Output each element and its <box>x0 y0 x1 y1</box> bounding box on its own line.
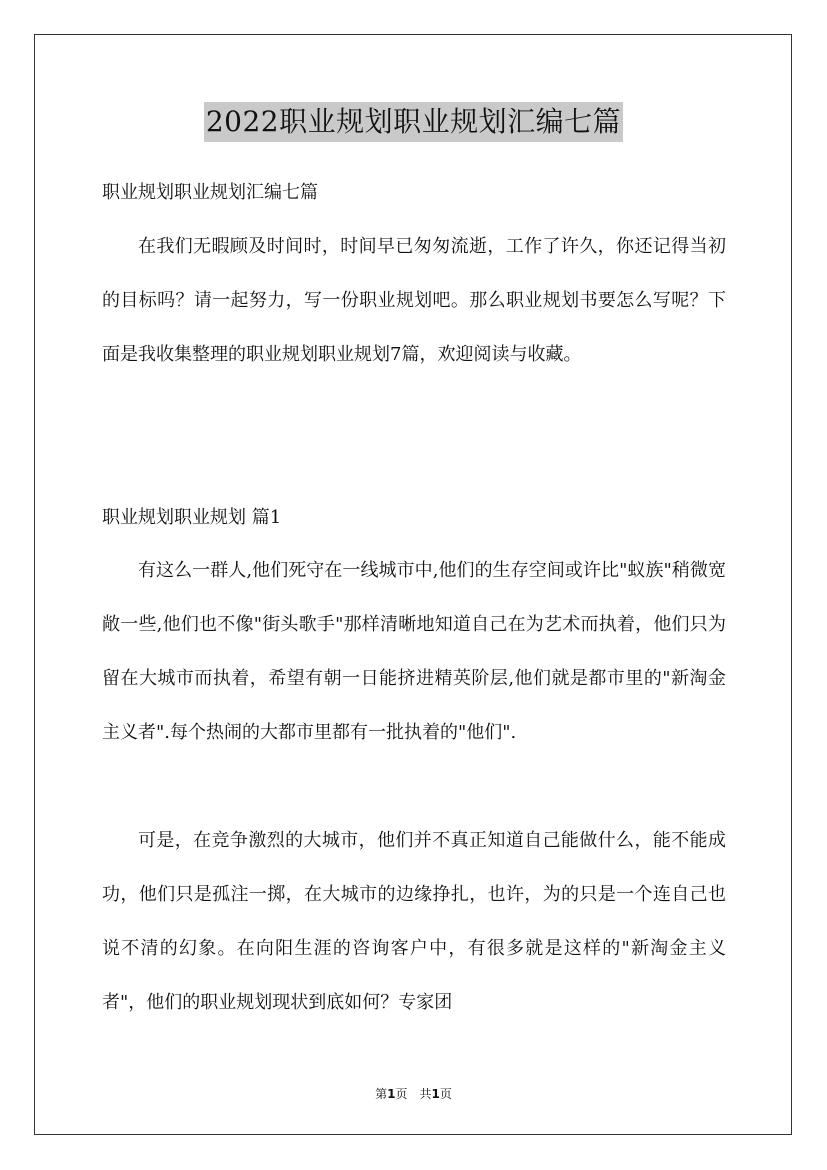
page-footer <box>0 1086 827 1102</box>
footer-page-prefix: 第 <box>375 1087 388 1101</box>
document-title-container <box>0 102 827 142</box>
document-title: 2022职业规划职业规划汇编七篇 <box>204 102 623 142</box>
footer-page-mid: 页 共 <box>395 1087 432 1101</box>
intro-paragraph: 在我们无暇顾及时间时，时间早已匆匆流逝，工作了许久，你还记得当初的目标吗？请一起努力，写一份职业规划吧。那么职业规划书要怎么写呢？下面是我收集整理的职业规划职业规划7篇，欢迎阅读与收藏。 <box>102 236 726 365</box>
footer-page-suffix: 页 <box>439 1087 452 1101</box>
body-paragraph-1: 有这么一群人,他们死守在一线城市中,他们的生存空间或许比"蚁族"稍微宽敞一些,他们也不像"街头歌手"那样清晰地知道自己在为艺术而执着，他们只为留在大城市而执着，希望有朝一日能挤进精英阶层,他们就是都市里的"新淘金主义者".每个热闹的大都市里都有一批执着的"他们". <box>102 560 726 743</box>
footer-page-total: 1 <box>431 1087 440 1101</box>
footer-page-current: 1 <box>387 1087 396 1101</box>
section-heading: 职业规划职业规划 篇1 <box>102 507 282 528</box>
body-paragraph-2: 可是，在竞争激烈的大城市，他们并不真正知道自己能做什么，能不能成功，他们只是孤注一掷，在大城市的边缘挣扎，也许，为的只是一个连自己也说不清的幻象。在向阳生涯的咨询客户中，有很多就是这样的"新淘金主义者"，他们的职业规划现状到底如何？专家团 <box>102 830 726 1013</box>
document-subtitle: 职业规划职业规划汇编七篇 <box>102 182 318 203</box>
